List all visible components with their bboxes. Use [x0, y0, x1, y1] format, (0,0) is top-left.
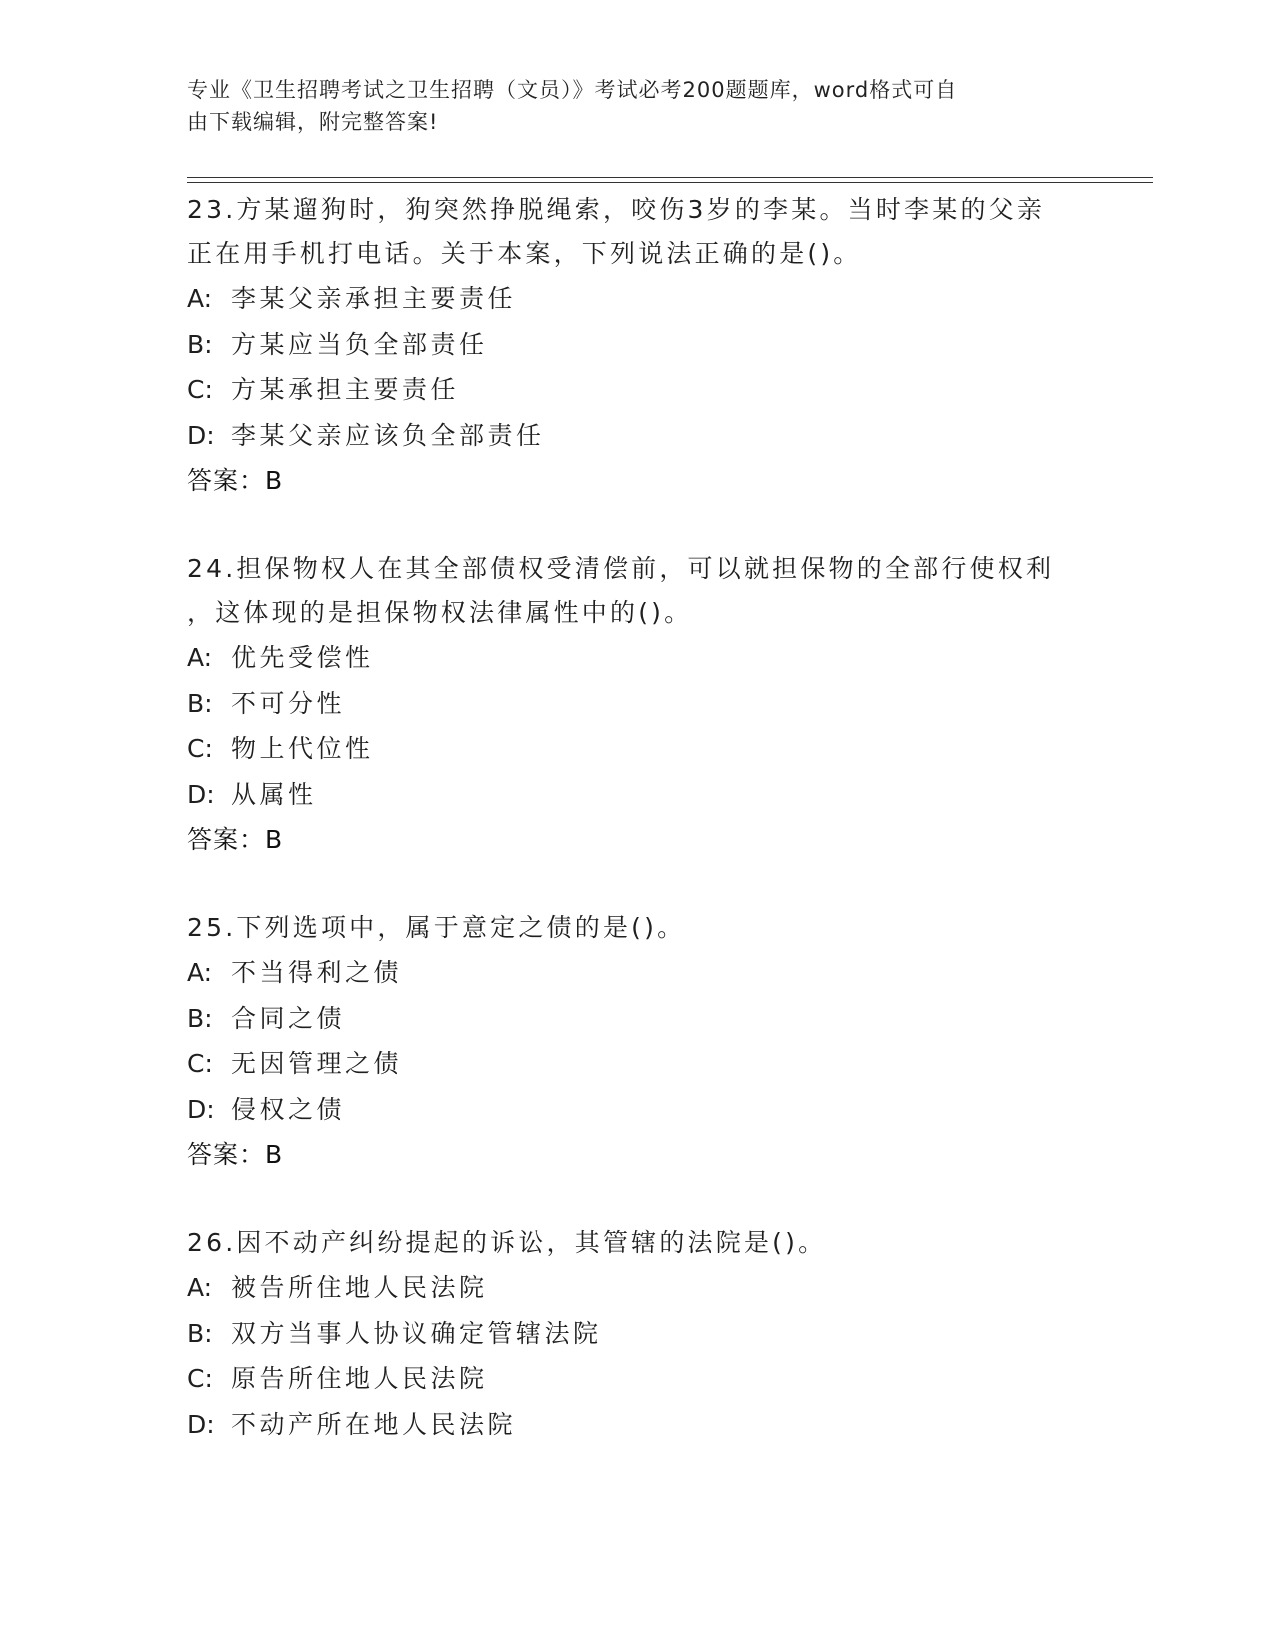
option-text: 侵权之债 [231, 1094, 346, 1124]
answer: 答案：B [187, 466, 284, 495]
option-c [187, 726, 1087, 772]
option-d [187, 1087, 1087, 1133]
option-key: D: [187, 779, 215, 809]
option-key: B: [187, 1318, 213, 1348]
option-text: 方某应当负全部责任 [231, 329, 488, 359]
question-25 [187, 906, 1087, 1178]
question-stem-line: 正在用手机打电话。关于本案，下列说法正确的是()。 [187, 239, 862, 268]
option-key: A: [187, 643, 213, 672]
question-stem-line: 25.下列选项中，属于意定之债的是()。 [187, 913, 686, 942]
option-key: A: [187, 284, 213, 313]
document-header [187, 74, 1067, 138]
option-key: C: [187, 1364, 213, 1393]
option-c [187, 1041, 1087, 1087]
header-line-1: 专业《卫生招聘考试之卫生招聘（文员）》考试必考200题题库，word格式可自 [187, 78, 958, 102]
option-text: 原告所住地人民法院 [231, 1364, 488, 1393]
option-text: 不动产所在地人民法院 [231, 1409, 517, 1439]
option-text: 优先受偿性 [231, 643, 374, 672]
option-key: B: [187, 688, 213, 718]
option-d [187, 1402, 1087, 1448]
option-key: D: [187, 1094, 215, 1124]
option-text: 双方当事人协议确定管辖法院 [231, 1318, 602, 1348]
option-key: B: [187, 329, 213, 359]
option-key: D: [187, 420, 215, 450]
option-b [187, 996, 1087, 1042]
option-text: 合同之债 [231, 1003, 346, 1033]
header-divider-top [187, 177, 1153, 178]
header-line-2: 由下载编辑，附完整答案! [187, 110, 439, 134]
option-c [187, 1356, 1087, 1402]
option-text: 李某父亲承担主要责任 [231, 284, 517, 313]
option-key: A: [187, 958, 213, 987]
option-a [187, 950, 1087, 996]
option-key: B: [187, 1003, 213, 1033]
answer: 答案：B [187, 825, 284, 854]
option-d [187, 772, 1087, 818]
option-a [187, 635, 1087, 681]
option-text: 李某父亲应该负全部责任 [231, 420, 545, 450]
option-key: C: [187, 375, 213, 404]
option-text: 不当得利之债 [231, 958, 403, 987]
option-text: 物上代位性 [231, 734, 374, 763]
option-text: 被告所住地人民法院 [231, 1273, 488, 1302]
option-d [187, 413, 1087, 459]
option-b [187, 1311, 1087, 1357]
option-text: 从属性 [231, 779, 317, 809]
question-26 [187, 1221, 1087, 1447]
option-text: 无因管理之债 [231, 1049, 403, 1078]
question-stem-line: 24.担保物权人在其全部债权受清偿前，可以就担保物的全部行使权利 [187, 554, 1055, 583]
question-stem-line: ，这体现的是担保物权法律属性中的()。 [187, 598, 693, 627]
option-text: 方某承担主要责任 [231, 375, 460, 404]
question-stem-line: 26.因不动产纠纷提起的诉讼，其管辖的法院是()。 [187, 1228, 827, 1257]
option-b [187, 681, 1087, 727]
option-key: A: [187, 1273, 213, 1302]
option-a [187, 276, 1087, 322]
question-list [187, 188, 1087, 1447]
question-stem-line: 23.方某遛狗时，狗突然挣脱绳索，咬伤3岁的李某。当时李某的父亲 [187, 195, 1046, 224]
option-a [187, 1265, 1087, 1311]
option-key: C: [187, 1049, 213, 1078]
option-c [187, 367, 1087, 413]
question-24 [187, 547, 1087, 863]
header-divider-bottom [187, 182, 1153, 183]
option-key: C: [187, 734, 213, 763]
option-key: D: [187, 1409, 215, 1439]
question-23 [187, 188, 1087, 504]
option-text: 不可分性 [231, 688, 346, 718]
option-b [187, 322, 1087, 368]
answer: 答案：B [187, 1140, 284, 1169]
